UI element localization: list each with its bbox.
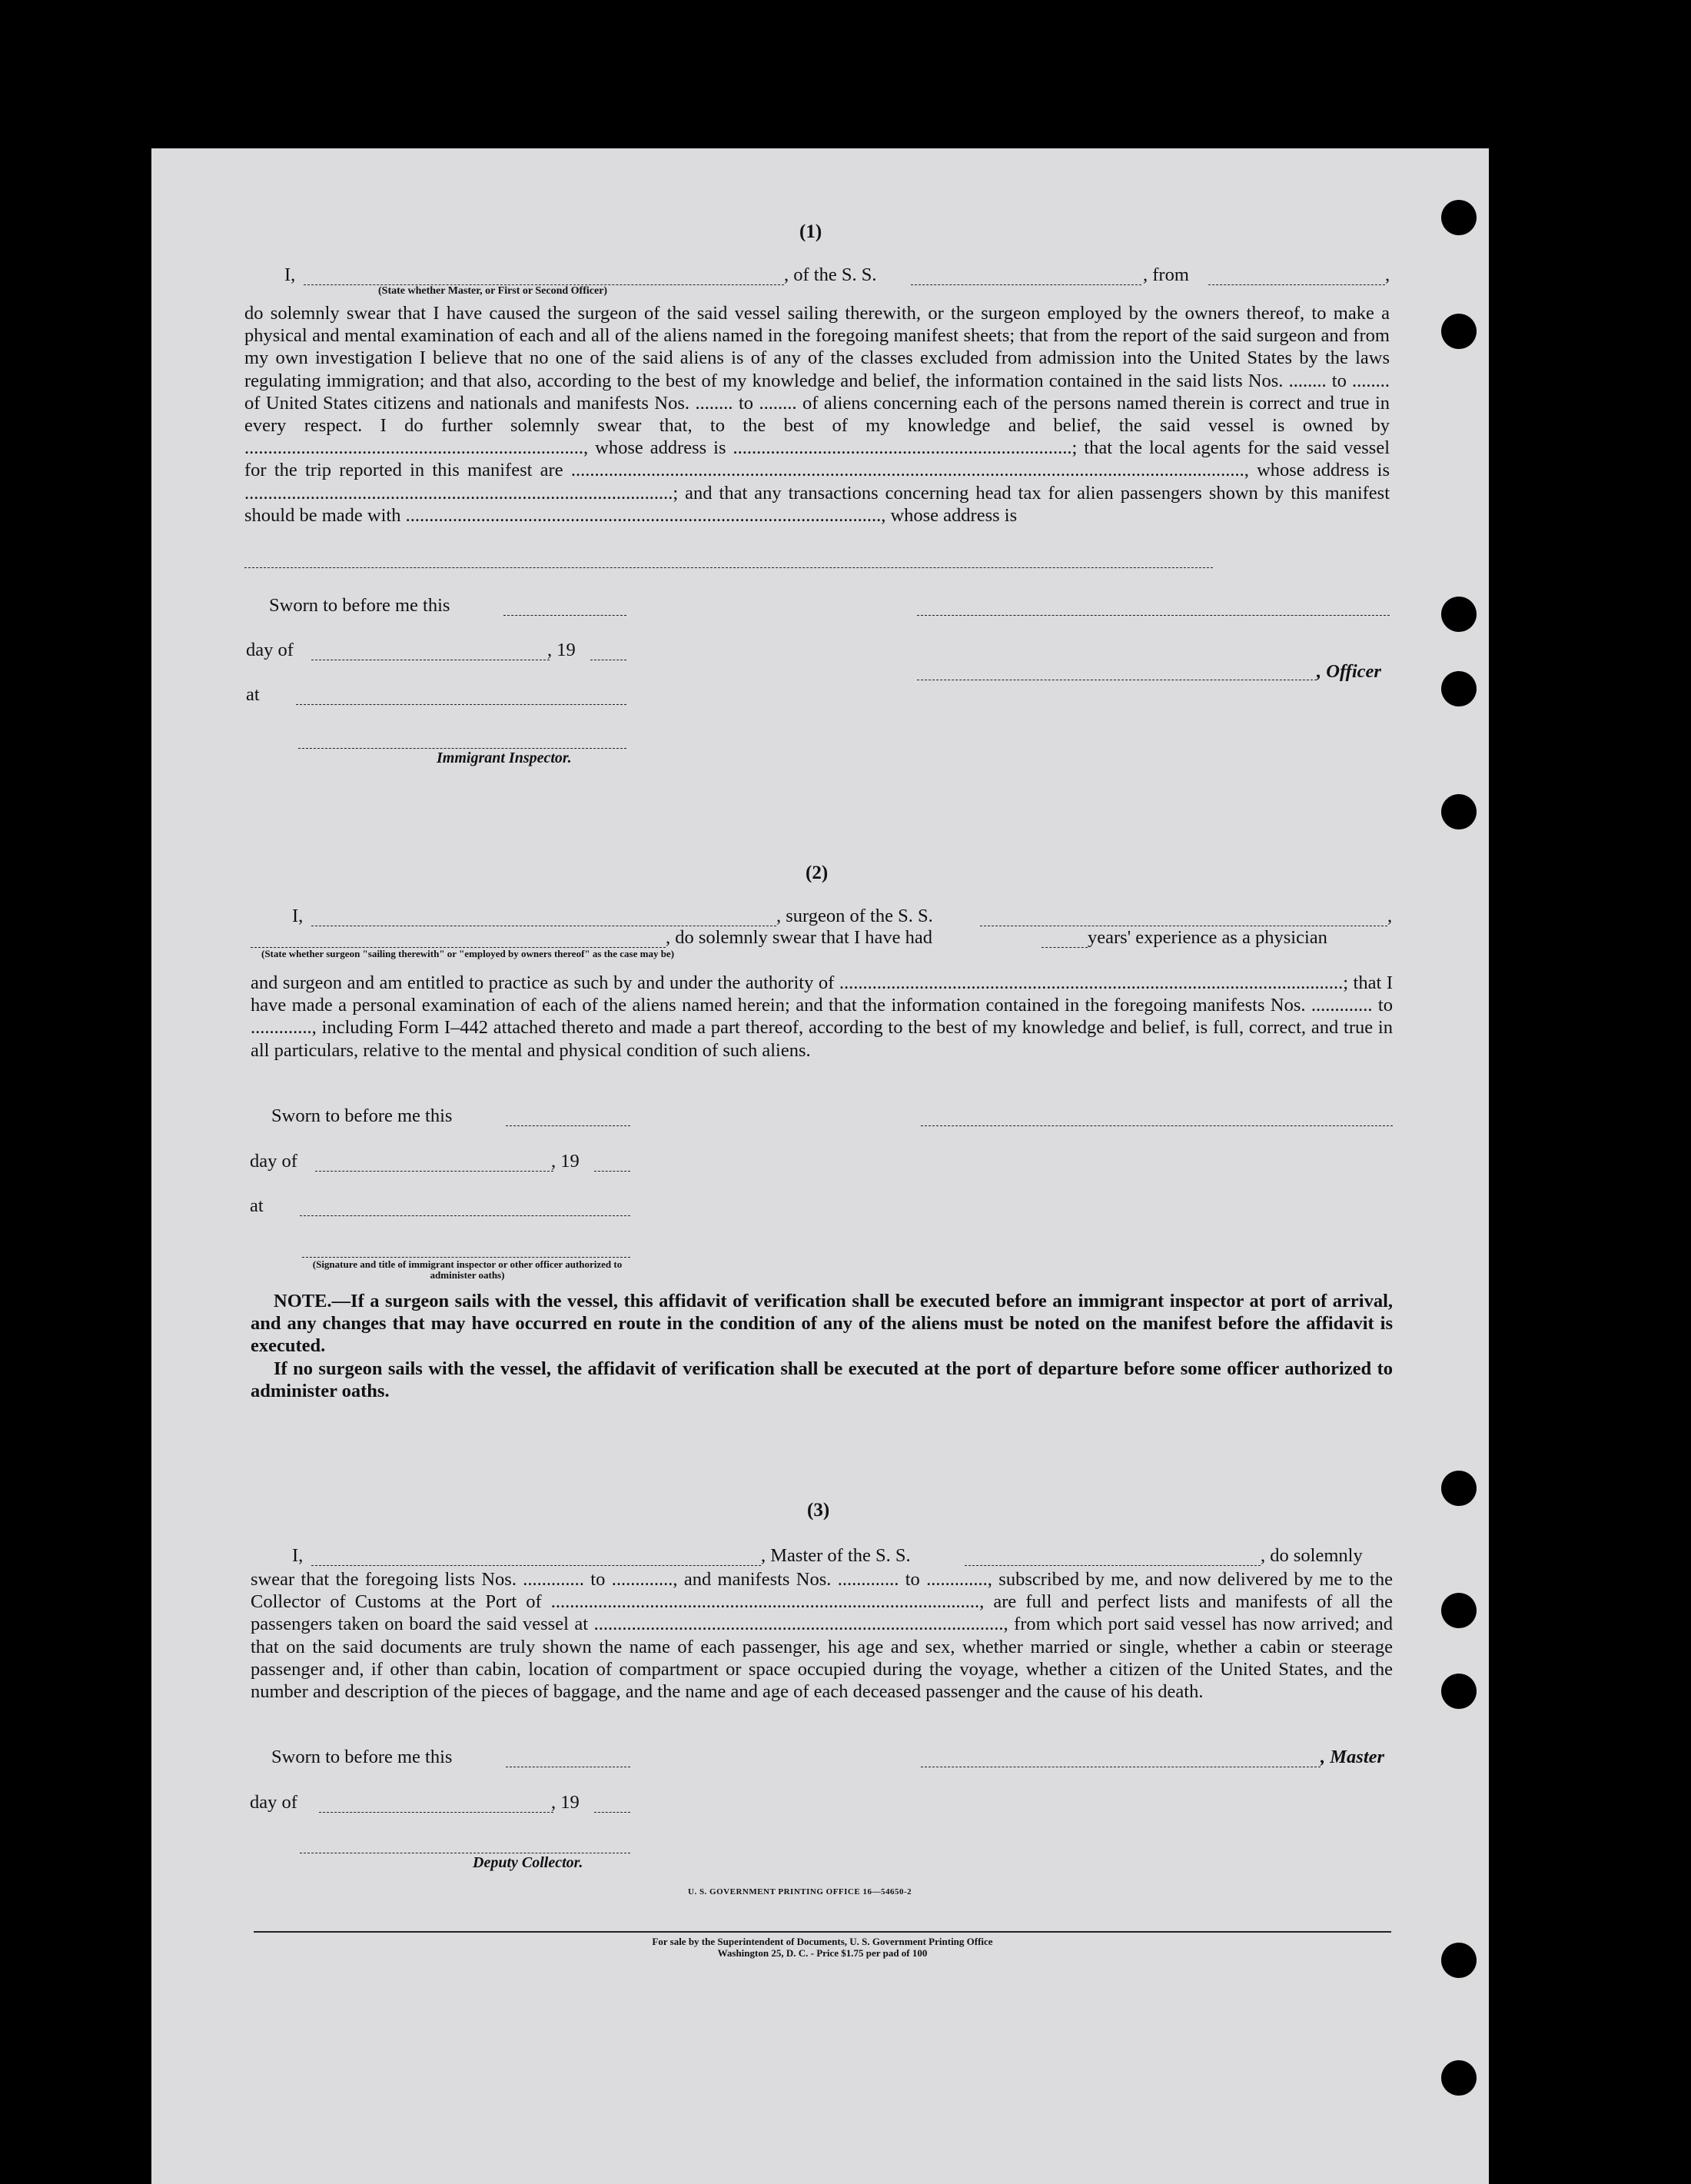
punch-hole xyxy=(1441,671,1477,706)
s2-year-field[interactable] xyxy=(594,1171,630,1172)
s2-signature-note: (Signature and title of immigrant inspector or other officer authorized to administer oaths) xyxy=(312,1258,623,1281)
s1-inspector-signature-field[interactable] xyxy=(298,748,626,749)
s3-sworn-label: Sworn to before me this xyxy=(271,1747,453,1767)
footer-rule xyxy=(254,1931,1391,1933)
s3-day-of-label: day of xyxy=(250,1792,297,1813)
s3-master-label: , Master xyxy=(1321,1747,1385,1767)
s2-year-label: , 19 xyxy=(551,1151,580,1172)
s2-day-of-label: day of xyxy=(250,1151,297,1172)
sale-line-1: For sale by the Superintendent of Documents, U. S. Government Printing Office xyxy=(652,1936,993,1947)
s1-year-label: , 19 xyxy=(547,640,576,660)
s3-month-field[interactable] xyxy=(319,1812,553,1813)
s1-oath-text: do solemnly swear that I have caused the surgeon of the said vessel sailing therewith, or the surgeon employed by the owners thereof, to make a physical and mental examination of each and all of the aliens named in the foregoing manifest sheets; that from the report of the said surgeon and from my own investigation I believe that no one of the said aliens is of any of the classes excluded from admission into the United States by the laws regulating immigration; and that also, according to the best of my knowledge and belief, the information contained in the said lists Nos. ........ to ........ of United States citizens and nationals and manifests Nos. ........ to ........ of aliens concerning each of the persons named therein is correct and true in every respect. I do further solemnly swear that, to the best of my knowledge and belief, the said vessel is owned by ........................................................................, whose address is ........................................................................; that the local agents for the said vessel for the trip reported in this manifest are ..............................................................................................................................................., whose address is ...........................................................................................; and that any transactions concerning head tax for alien passengers shown by this manifest should be made with ....................................................................................................., whose address is xyxy=(244,303,1390,526)
punch-hole xyxy=(1441,200,1477,235)
s2-note-1: NOTE.—If a surgeon sails with the vessel, this affidavit of verification shall be executed before an immigrant inspector at port of arrival, and any changes that may have occurred en route in the condition of any of the aliens must be noted on the manifest before the affidavit is executed. xyxy=(251,1291,1393,1357)
s1-at-label: at xyxy=(246,684,260,705)
s1-vessel-field[interactable] xyxy=(911,284,1141,285)
s2-month-field[interactable] xyxy=(315,1171,553,1172)
s3-vessel-field[interactable] xyxy=(965,1565,1261,1566)
s3-year-label: , 19 xyxy=(551,1792,580,1813)
s2-inspector-signature-field[interactable] xyxy=(302,1257,630,1258)
s3-oath-text: swear that the foregoing lists Nos. ............. to ............., and manifests Nos. ............. to ............., subscribed by me, and now delivered by me to the Collector of Customs at the Port of ..........................................................................................., are full and perfect lists and manifests of all the passengers taken on board the said vessel at ......................................................................................., from which port said vessel has now arrived; and that on the said documents are truly shown the name of each passenger, his age and sex, whether married or single, whether a cabin or steerage passenger and, if other than cabin, location of compartment or space occupied during the voyage, whether a citizen of the United States, and the number and description of the pieces of baggage, and the name and age of each deceased passenger and the cause of his death. xyxy=(251,1569,1393,1703)
s2-note-2: If no surgeon sails with the vessel, the affidavit of verification shall be executed at the port of departure before some officer authorized to administer oaths. xyxy=(251,1358,1393,1402)
punch-hole xyxy=(1441,1943,1477,1978)
punch-hole xyxy=(1441,597,1477,632)
s2-at-field[interactable] xyxy=(300,1215,630,1216)
section-1-heading: (1) xyxy=(799,221,822,242)
s2-physician-label: years' experience as a physician xyxy=(1088,927,1327,948)
s1-from-field[interactable] xyxy=(1208,284,1385,285)
punch-hole xyxy=(1441,794,1477,829)
s2-surgeon-note: (State whether surgeon "sailing therewith" or "employed by owners thereof" as the case may be) xyxy=(261,948,675,959)
s1-day-of-label: day of xyxy=(246,640,294,660)
s2-sworn-day-field[interactable] xyxy=(506,1125,630,1126)
s2-i-label: I, xyxy=(292,906,304,926)
section-3-heading: (3) xyxy=(807,1500,830,1521)
s3-name-field[interactable] xyxy=(311,1565,761,1566)
s2-years-field[interactable] xyxy=(1042,947,1088,948)
gpo-imprint: U. S. GOVERNMENT PRINTING OFFICE 16—54650-2 xyxy=(688,1887,912,1896)
punch-hole xyxy=(1441,1674,1477,1709)
s2-oath-text: and surgeon and am entitled to practice as such by and under the authority of ...........................................................................................................; that I have made a personal examination of each of the aliens named herein; and that the information contained in the foregoing manifests Nos. ............. to ............., including Form I–442 attached thereto and made a part thereof, according to the best of my knowledge and belief, is full, correct, and true in all particulars, relative to the mental and physical condition of such aliens. xyxy=(251,972,1393,1061)
s1-address-field[interactable] xyxy=(244,567,1213,568)
s2-surgeon-of-label: , surgeon of the S. S. xyxy=(776,906,933,926)
section-2-heading: (2) xyxy=(806,863,829,883)
sale-line-2: Washington 25, D. C. - Price $1.75 per pad of 100 xyxy=(717,1947,928,1959)
s2-surgeon-signature-field[interactable] xyxy=(921,1125,1393,1126)
s3-year-field[interactable] xyxy=(594,1812,630,1813)
s1-sworn-label: Sworn to before me this xyxy=(269,595,450,616)
s1-at-field[interactable] xyxy=(296,704,626,705)
s2-sworn-label: Sworn to before me this xyxy=(271,1105,453,1126)
s1-inspector-label: Immigrant Inspector. xyxy=(437,750,572,766)
punch-hole xyxy=(1441,1471,1477,1506)
s1-officer-signature-field[interactable] xyxy=(917,615,1390,616)
s1-from-label: , from xyxy=(1143,264,1189,285)
s1-officer-label: , Officer xyxy=(1317,661,1381,682)
punch-hole xyxy=(1441,2060,1477,2096)
s1-of-ss-label: , of the S. S. xyxy=(784,264,877,285)
s3-collector-label: Deputy Collector. xyxy=(473,1854,583,1871)
s1-sworn-day-field[interactable] xyxy=(503,615,626,616)
s3-i-label: I, xyxy=(292,1545,304,1566)
punch-hole xyxy=(1441,314,1477,349)
s1-officer-note: (State whether Master, or First or Second Officer) xyxy=(378,285,608,297)
s3-solemnly-label: , do solemnly xyxy=(1261,1545,1363,1566)
s3-master-of-label: , Master of the S. S. xyxy=(761,1545,911,1566)
punch-hole xyxy=(1441,1593,1477,1628)
s2-experience-label: , do solemnly swear that I have had xyxy=(666,927,932,948)
s2-at-label: at xyxy=(250,1195,264,1216)
s1-i-label: I, xyxy=(284,264,296,285)
